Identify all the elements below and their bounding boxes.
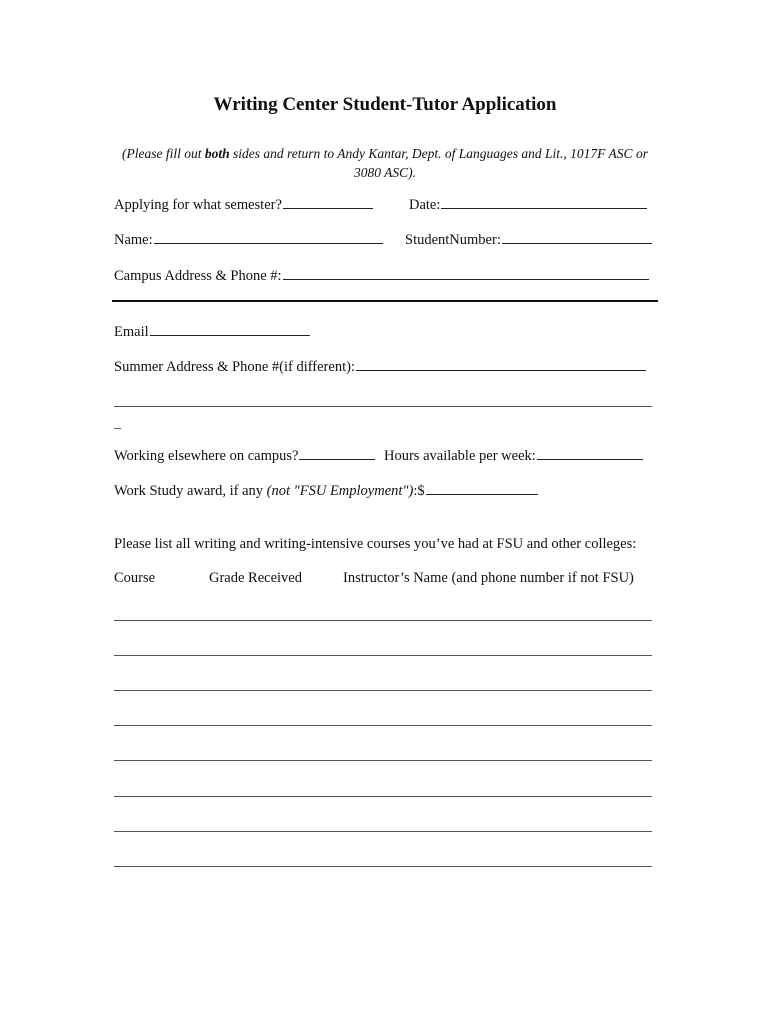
column-header-instructor: Instructor’s Name (and phone number if not FSU) xyxy=(343,570,634,586)
section-divider xyxy=(112,300,658,302)
form-title: Writing Center Student-Tutor Application xyxy=(213,94,557,115)
work-study-blank[interactable] xyxy=(426,481,538,495)
hours-available-blank[interactable] xyxy=(537,446,643,460)
name-blank[interactable] xyxy=(154,230,383,244)
working-elsewhere-label: Working elsewhere on campus? xyxy=(114,448,299,464)
form-instructions xyxy=(115,144,655,182)
campus-address-field[interactable] xyxy=(114,266,649,285)
email-blank[interactable] xyxy=(150,322,310,336)
stray-dash: _ xyxy=(114,416,121,431)
date-blank[interactable] xyxy=(441,195,647,209)
instructions-emphasis: both xyxy=(204,146,230,161)
name-label: Name: xyxy=(114,232,153,248)
email-label: Email xyxy=(114,324,149,340)
course-entry-line[interactable] xyxy=(114,831,652,832)
semester-blank[interactable] xyxy=(283,195,373,209)
work-study-label: Work Study award, if any xyxy=(114,483,267,499)
course-entry-line[interactable] xyxy=(114,620,652,621)
student-number-blank[interactable] xyxy=(502,230,652,244)
campus-address-label: Campus Address & Phone #: xyxy=(114,268,282,284)
summer-address-label: Summer Address & Phone #(if different): xyxy=(114,359,355,375)
work-study-note: (not "FSU Employment") xyxy=(266,483,414,499)
semester-label: Applying for what semester? xyxy=(114,197,282,213)
semester-field[interactable] xyxy=(114,195,373,214)
working-elsewhere-field[interactable] xyxy=(114,446,375,465)
summer-address-extra-line[interactable] xyxy=(114,406,652,407)
course-entry-line[interactable] xyxy=(114,690,652,691)
instructions-text-start: (Please fill out xyxy=(122,146,205,161)
column-header-grade: Grade Received xyxy=(209,570,302,586)
work-study-suffix: :$ xyxy=(413,483,425,499)
email-field[interactable] xyxy=(114,322,310,341)
course-entry-line[interactable] xyxy=(114,655,652,656)
courses-prompt: Please list all writing and writing-intensive courses you’ve had at FSU and other colleges: xyxy=(114,536,637,552)
student-number-field[interactable] xyxy=(405,230,652,249)
student-number-label: StudentNumber: xyxy=(405,232,501,248)
summer-address-blank[interactable] xyxy=(356,357,646,371)
instructions-text-end: sides and return to Andy Kantar, Dept. of Languages and Lit., 1017F ASC or 3080 ASC). xyxy=(229,146,648,180)
campus-address-blank[interactable] xyxy=(283,266,649,280)
hours-available-field[interactable] xyxy=(384,446,643,465)
hours-available-label: Hours available per week: xyxy=(384,448,536,464)
working-elsewhere-blank[interactable] xyxy=(299,446,375,460)
course-entry-line[interactable] xyxy=(114,725,652,726)
work-study-field[interactable] xyxy=(114,481,538,500)
summer-address-field[interactable] xyxy=(114,357,646,376)
name-field[interactable] xyxy=(114,230,383,249)
date-label: Date: xyxy=(409,197,441,213)
course-entry-line[interactable] xyxy=(114,760,652,761)
column-header-course: Course xyxy=(114,570,156,586)
course-entry-line[interactable] xyxy=(114,866,652,867)
date-field[interactable] xyxy=(409,195,647,214)
course-entry-line[interactable] xyxy=(114,796,652,797)
